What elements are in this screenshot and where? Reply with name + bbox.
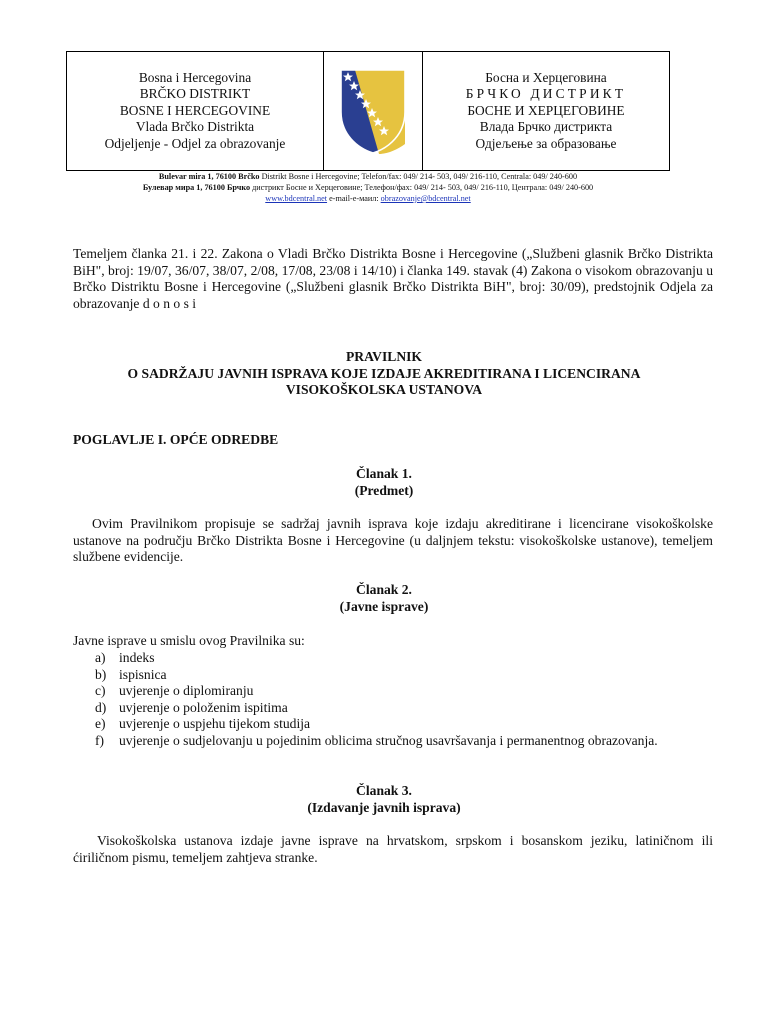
article-2-text: Javne isprave u smislu ovog Pravilnika su: [73,633,305,648]
public-documents-list [95,650,713,750]
contact-cyrillic [66,183,670,194]
article-subtitle: (Predmet) [354,482,414,498]
list-marker: f) [95,732,105,748]
list-item [95,683,713,700]
address-cyrillic: Булевар мира 1, 76100 Брчко [142,183,251,192]
chapter-heading: POGLAVLJE I. OPĆE ODREDBE [73,432,279,447]
website-link[interactable]: www.bdcentral.net [265,194,328,203]
letterhead-latin-line: Vlada Brčko Distrikta [135,119,255,135]
list-text: uvjerenje o diplomiranju [119,683,254,699]
article-3-heading [66,783,702,816]
article-number: Članak 1. [356,466,412,481]
address-latin: Bulevar mira 1, 76100 Brčko [158,172,260,181]
phones-latin: Distrikt Bosne i Hercegovine; Telefon/fax: 049/ 214- 503, 049/ 216-110, Centrala: 049/ 240-600 [259,172,578,181]
article-number: Članak 3. [356,783,412,798]
intro-paragraph: Temeljem članka 21. i 22. Zakona o Vladi Brčko Distrikta Bosne i Hercegovine („Službeni glasnik Brčko Distrikta BiH", broj: 19/07, 36/07, 38/07, 2/08, 17/08, 23/08 i 14/10) i članka 149. stavak (4) Zakona o visokom obrazovanju u Brčko Distriktu Bosne i Hercegovine („Službeni glasnik Brčko Distrikta BiH", broj: 30/09), predstojnik Odjela za obrazovanje d o n o s i [73,246,713,311]
article-1-heading [66,466,702,499]
list-marker: a) [95,650,106,665]
contact-latin [66,172,670,183]
list-text: ispisnica [119,666,167,682]
article-1-text: Ovim Pravilnikom propisuje se sadržaj javnih isprava koje izdaju akreditirane i licencirane visokoškolske ustanove na području Brčko Distrikta Bosne i Hercegovine (u daljnjem tekstu: visokoškolske ustanove), temeljem službene evidencije. [73,516,713,565]
email-label: e-mail-е-маил: [327,194,381,203]
letterhead-latin-line: Odjeljenje - Odjel za obrazovanje [104,135,286,151]
email-link[interactable]: obrazovanje@bdcentral.net [380,194,471,203]
list-marker: b) [95,666,107,682]
coat-of-arms-icon [337,66,409,156]
list-item [95,650,713,667]
list-marker: c) [95,683,106,699]
letterhead [66,51,670,171]
list-text: indeks [119,650,155,665]
title-line: O SADRŽAJU JAVNIH ISPRAVA KOJE IZDAJE AKREDITIRANA I LICENCIRANA [127,365,641,381]
letterhead-cyrillic-line: Одјељење за образовање [475,135,617,151]
list-item [95,700,713,717]
letterhead-latin-line: BRČKO DISTRIKT [139,86,251,102]
article-3-text: Visokoškolska ustanova izdaje javne isprave na hrvatskom, srpskom i bosanskom jeziku, latiničnom ili ćiriličnom pismu, temeljem zahtjeva stranke. [73,833,713,865]
letterhead-latin [67,52,324,170]
article-subtitle: (Javne isprave) [339,598,429,614]
list-item [95,667,713,684]
title-line: PRAVILNIK [345,349,423,364]
letterhead-cyrillic [423,52,669,170]
list-item [95,716,713,733]
article-number: Članak 2. [356,582,412,597]
list-text: uvjerenje o uspjehu tijekom studija [119,716,311,732]
list-text: uvjerenje o položenim ispitima [119,699,288,715]
article-2-heading [66,582,702,615]
letterhead-cyrillic-line: БРЧКО ДИСТРИКТ [465,86,627,102]
list-text: uvjerenje o sudjelovanju u pojedinim oblicima stručnog usavršavanja i permanentnog obrazovanja. [119,732,658,748]
document-title [66,349,702,399]
list-item [95,733,713,750]
letterhead-cyrillic-line: Босна и Херцеговина [485,69,607,85]
contact-web [66,194,670,205]
phones-cyrillic: дистрикт Босне и Херцеговине; Телефон/фах: 049/ 214- 503, 049/ 216-110, Централа: 049/ 240-600 [250,183,594,192]
letterhead-latin-line: BOSNE I HERCEGOVINE [119,102,271,118]
letterhead-latin-line: Bosna i Hercegovina [138,69,252,85]
letterhead-cyrillic-line: Влада Брчко дистрикта [479,119,613,135]
list-marker: d) [95,699,107,715]
letterhead-cyrillic-line: БОСНЕ И ХЕРЦЕГОВИНЕ [467,102,625,118]
emblem-cell [324,52,423,170]
article-subtitle: (Izdavanje javnih isprava) [307,799,461,815]
title-line: VISOKOŠKOLSKA USTANOVA [285,382,483,398]
list-marker: e) [95,716,106,732]
